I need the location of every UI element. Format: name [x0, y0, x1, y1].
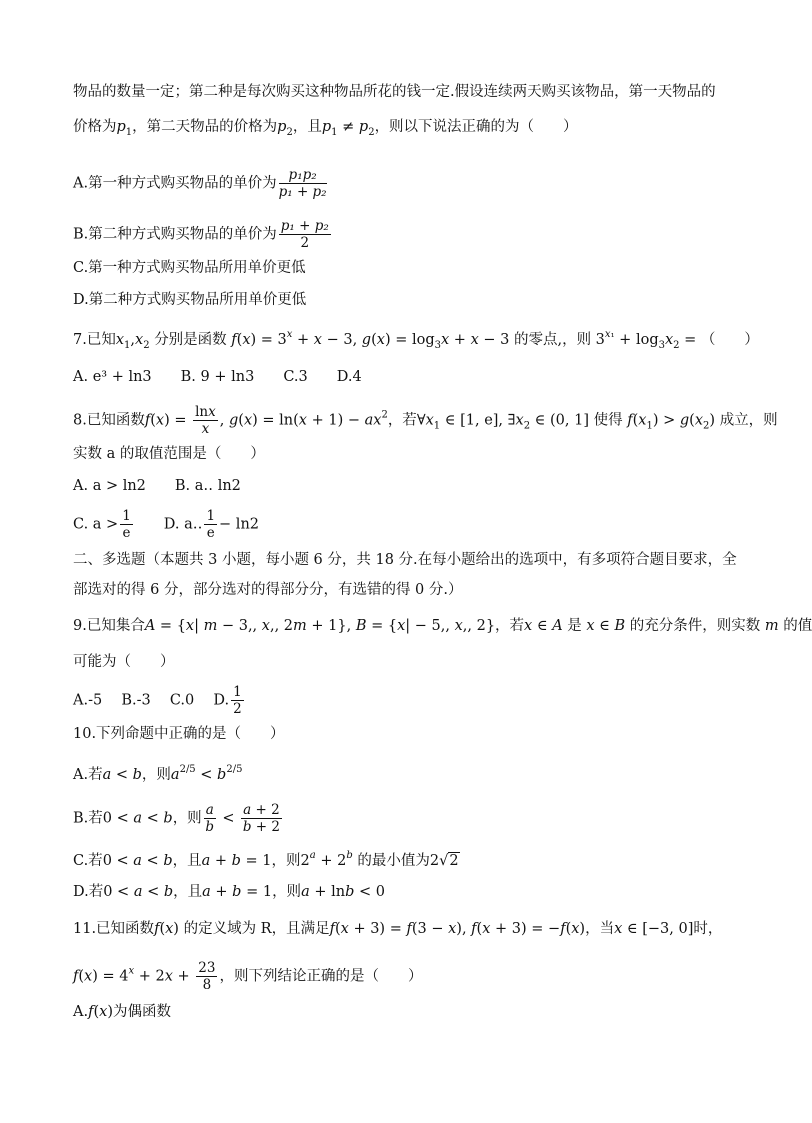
- q6-line2: 价格为$p_1$，第二天物品的价格为$p_2$，且$p_1 \ne p_2$，则以下说法正确的为（ ）: [73, 119, 578, 138]
- q9-line2: 可能为（ ）: [73, 654, 175, 670]
- q11-line2: $f(x) = 4^x + 2x$ + $\frac{23}{8}$ ，则下列结论正确的是（ ）: [73, 960, 423, 993]
- q8-options-ab: A. a > ln2 B. a‥ ln2: [73, 478, 241, 494]
- q8-line2: 实数 a 的取值范围是（ ）: [73, 446, 265, 462]
- q10-option-b: B.若0 < a < b，则 $\frac{a}{b}$ < $\frac{a + 2}{b + 2}$: [73, 802, 280, 835]
- q8-options-cd: C. a > $\frac{1}{e}$ D. a‥ $\frac{1}{e}$ − ln2: [73, 508, 260, 541]
- q10-option-a: A.若a < b，则$a^{2/5} < b^{2/5}$: [73, 764, 243, 783]
- q6-option-c: C.第一种方式购买物品所用单价更低: [73, 260, 306, 276]
- q6-line1: 物品的数量一定；第二种是每次购买这种物品所花的钱一定.假设连续两天购买该物品，第一天物品的: [73, 84, 716, 100]
- q9-stem: 9.已知集合A = {x| m − 3,, x,, 2m + 1}, B = {x| − 5,, x,, 2}，若x ∈ A 是 x ∈ B 的充分条件，则实数 m 的值: [73, 618, 812, 634]
- section-heading-line2: 部选对的得 6 分，部分选对的得部分分，有选错的得 0 分.）: [73, 582, 463, 598]
- q10-stem: 10.下列命题中正确的是（ ）: [73, 726, 285, 742]
- section-heading-line1: 二、多选题（本题共 3 小题，每小题 6 分，共 18 分.在每小题给出的选项中，有多项符合题目要求，全: [73, 552, 737, 568]
- q11-stem: 11.已知函数f(x) 的定义域为 R，且满足f(x + 3) = f(3 − x), f(x + 3) = −f(x)，当x ∈ [−3, 0]时，: [73, 921, 723, 937]
- q11-option-a: A.f(x)为偶函数: [73, 1004, 171, 1020]
- q8-stem: 8.已知函数f(x) = $\frac{\ln x}{x}$ , $g(x) = \ln(x + 1) - ax^2$，若$\forall x_1$ ∈ [1, e], $\exists x_2$ ∈ (0, 1] 使得 $f(x_1) > g(x_2)$ 成立，则: [73, 404, 778, 437]
- q9-options: A.-5 B.-3 C.0 D. $\frac{1}{2}$: [73, 684, 242, 717]
- fraction: $\frac{\text{p₁ + p₂}}{2}$: [280, 218, 329, 251]
- q10-option-c: C.若0 < a < b，且a + b = 1，则$2^a + 2^b$ 的最小值为2√2: [73, 850, 459, 869]
- q6-option-d: D.第二种方式购买物品所用单价更低: [73, 292, 307, 308]
- q10-option-d: D.若0 < a < b，且a + b = 1，则a + lnb < 0: [73, 884, 385, 900]
- q6-option-b: B.第二种方式购买物品的单价为 $\frac{\text{p₁ + p₂}}{2}$: [73, 218, 329, 251]
- q6-option-a: A.第一种方式购买物品的单价为 $\frac{\text{p₁p₂}}{\text{p₁ + p₂}}$: [73, 167, 327, 200]
- q7-stem: 7.已知$x_1,x_2$ 分别是函数 $f(x) = 3^x + x - 3$, $g(x) = \log_3x + x - 3$ 的零点,，则 $3^{x_1} + \log_3x_2$ = （ ）: [73, 329, 759, 351]
- q7-options: A. e³ + ln3 B. 9 + ln3 C.3 D.4: [73, 369, 362, 385]
- fraction: $\frac{\text{p₁p₂}}{\text{p₁ + p₂}}$: [278, 167, 327, 200]
